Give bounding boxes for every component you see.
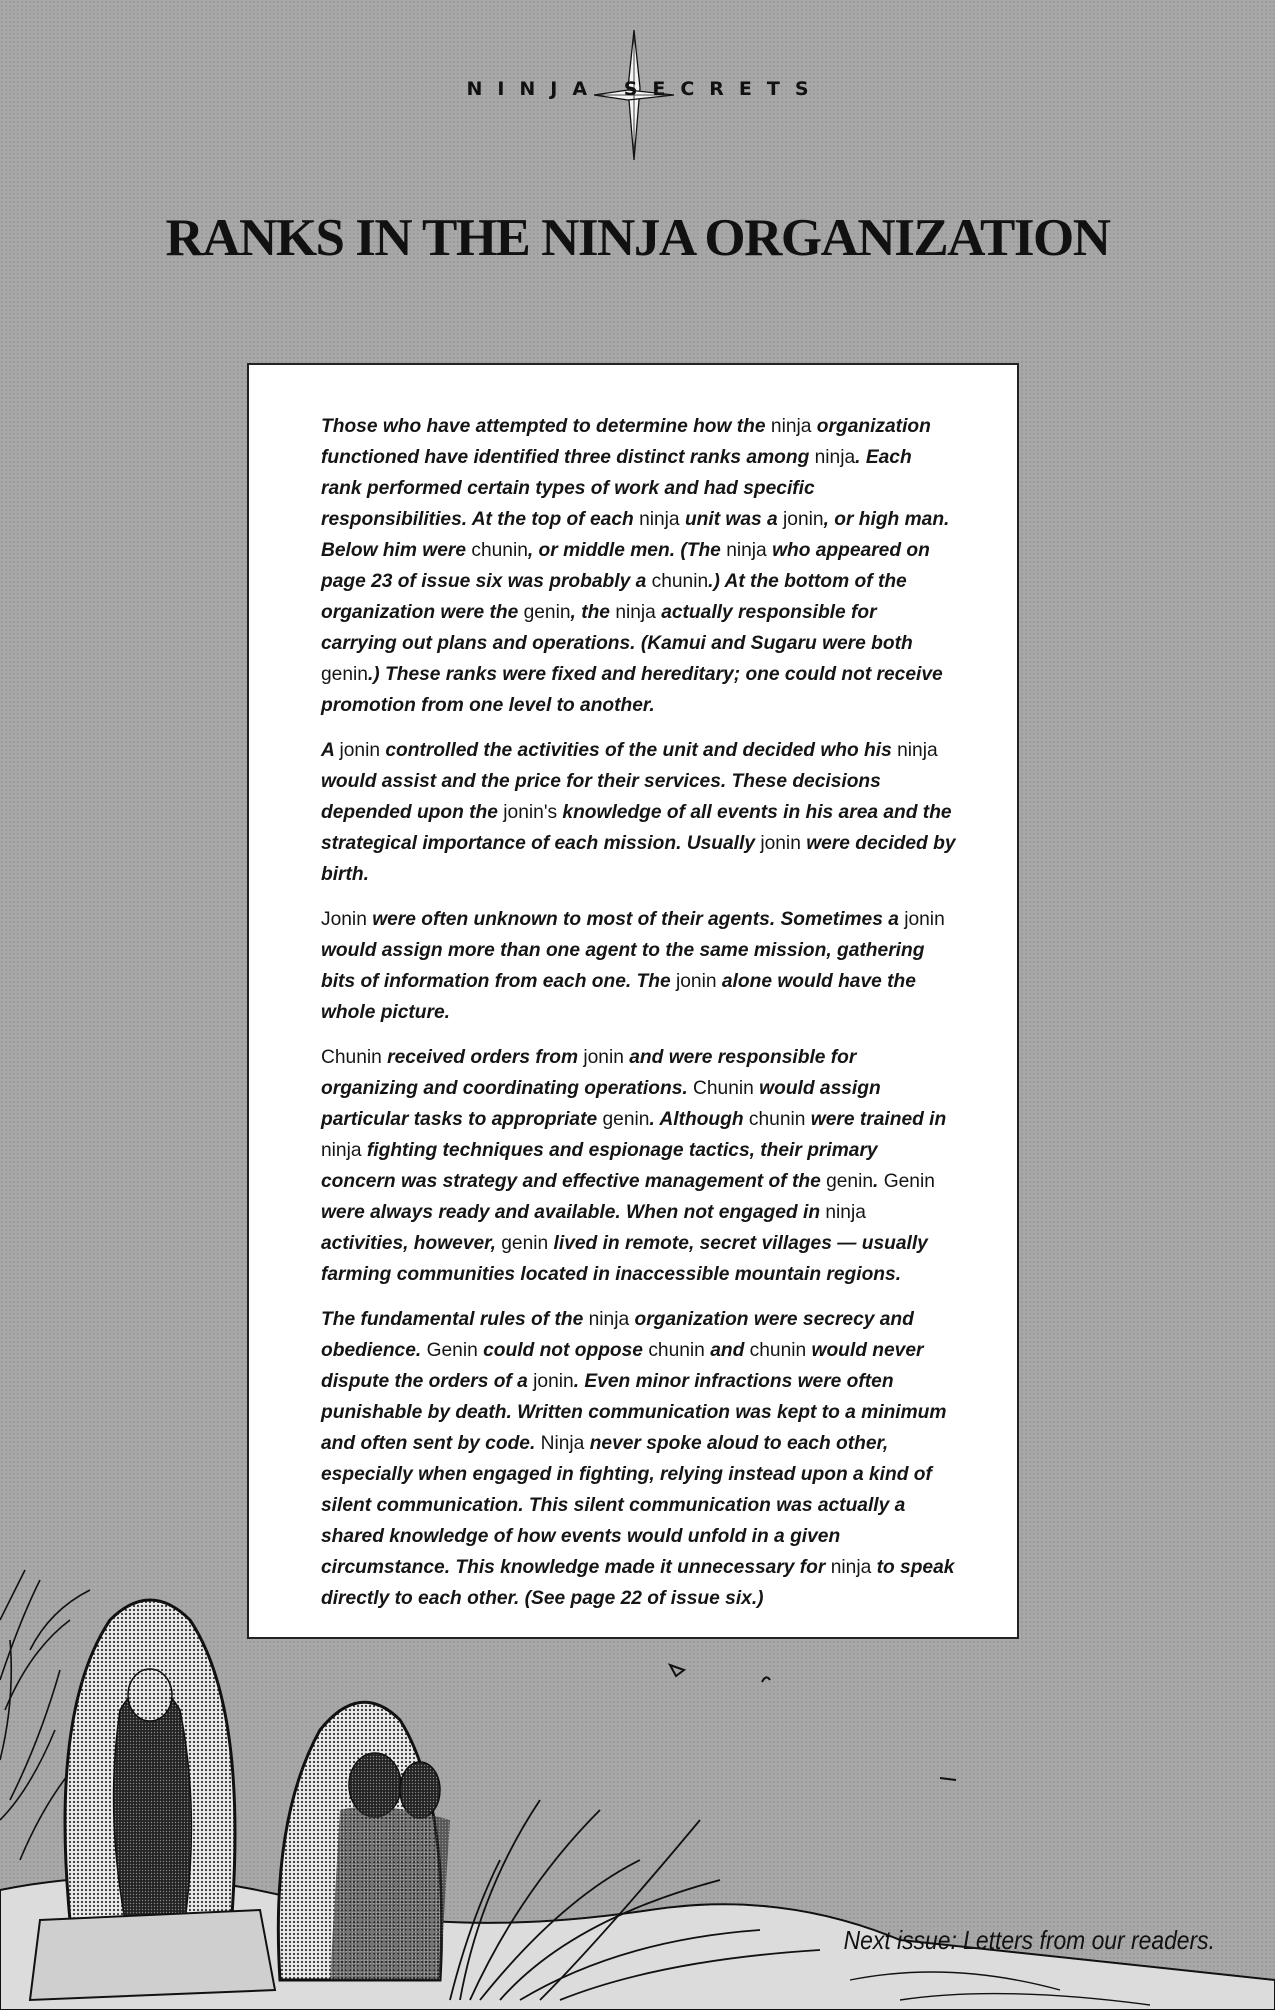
- body-text: knowledge of all events in his area and the strategical importance of each mission. Usually: [321, 802, 952, 854]
- body-text: and: [704, 1340, 750, 1361]
- term-text: genin: [523, 602, 571, 623]
- body-text: organization functioned have identified three distinct ranks among: [321, 416, 931, 468]
- term-text: jonin: [904, 909, 945, 930]
- term-text: chunin: [651, 571, 709, 592]
- body-text: were decided by birth.: [321, 833, 956, 885]
- body-text: could not oppose: [477, 1340, 649, 1361]
- body-text: would assist and the price for their services. These decisions depended upon the: [321, 771, 881, 823]
- term-text: Ninja: [540, 1433, 585, 1454]
- body-text: activities, however,: [321, 1233, 502, 1254]
- term-text: chunin: [749, 1340, 807, 1361]
- term-text: Chunin: [321, 1047, 382, 1068]
- term-text: ninja: [615, 602, 656, 623]
- body-text: alone would have the whole picture.: [321, 971, 916, 1023]
- body-text: were trained in: [805, 1109, 947, 1130]
- term-text: jonin's: [503, 802, 558, 823]
- body-text: would assign more than one agent to the same mission, gathering bits of information from each one. The: [321, 940, 925, 992]
- body-text: who appeared on page 23 of issue six was probably a: [321, 540, 930, 592]
- term-text: Jonin: [321, 909, 367, 930]
- term-text: jonin: [760, 833, 801, 854]
- body-text: fighting techniques and espionage tactics, their primary concern was strategy and effective management of the: [321, 1140, 878, 1192]
- body-text: lived in remote, secret villages — usually farming communities located in inaccessible mountain regions.: [321, 1233, 928, 1285]
- term-text: ninja: [830, 1557, 872, 1578]
- term-text: ninja: [726, 540, 767, 561]
- term-text: chunin: [648, 1340, 705, 1361]
- term-text: genin: [321, 664, 368, 685]
- term-text: ninja: [825, 1202, 866, 1223]
- article-paragraph: [321, 735, 957, 890]
- body-text: organization were secrecy and obedience.: [321, 1309, 914, 1361]
- body-text: , or high man. Below him were: [321, 509, 950, 561]
- body-text: .) These ranks were fixed and hereditary; one could not receive promotion from one level to another.: [321, 664, 943, 716]
- body-text: . Although: [649, 1109, 749, 1130]
- body-text: were always ready and available. When not engaged in: [321, 1202, 826, 1223]
- body-text: received orders from: [381, 1047, 584, 1068]
- body-text: . Each rank performed certain types of work and had specific responsibilities. At the top of each: [321, 447, 912, 530]
- term-text: jonin: [783, 509, 824, 530]
- term-text: ninja: [770, 416, 812, 437]
- term-text: jonin: [339, 740, 381, 761]
- article-paragraph: [321, 1042, 957, 1290]
- body-text: .) At the bottom of the organization were the: [321, 571, 907, 623]
- body-text: Those who have attempted to determine how the: [321, 416, 771, 437]
- body-text: and were responsible for organizing and coordinating operations.: [321, 1047, 857, 1099]
- term-text: ninja: [814, 447, 856, 468]
- series-header: [0, 78, 1275, 100]
- body-text: actually responsible for carrying out plans and operations. (Kamui and Sugaru were both: [321, 602, 913, 654]
- term-text: Genin: [426, 1340, 478, 1361]
- article-paragraph: [321, 411, 957, 721]
- term-text: ninja: [588, 1309, 630, 1330]
- body-text: . Even minor infractions were often punishable by death. Written communication was kept to a minimum and often sent by code.: [321, 1371, 947, 1454]
- body-text: controlled the activities of the unit and decided who his: [380, 740, 898, 761]
- term-text: jonin: [676, 971, 717, 992]
- body-text: .: [873, 1171, 884, 1192]
- term-text: jonin: [583, 1047, 624, 1068]
- term-text: Genin: [883, 1171, 935, 1192]
- body-text: would never dispute the orders of a: [321, 1340, 924, 1392]
- article-text-box: [247, 363, 1019, 1639]
- body-text: to speak directly to each other. (See page 22 of issue six.): [321, 1557, 955, 1609]
- body-text: The fundamental rules of the: [321, 1309, 589, 1330]
- page-title: RANKS IN THE NINJA ORGANIZATION: [165, 209, 1110, 267]
- term-text: genin: [602, 1109, 650, 1130]
- body-text: , the: [570, 602, 616, 623]
- body-text: were often unknown to most of their agents. Sometimes a: [366, 909, 905, 930]
- series-title: NINJA SECRETS: [466, 78, 824, 100]
- body-text: unit was a: [679, 509, 784, 530]
- body-text: never spoke aloud to each other, especially when engaged in fighting, relying instead upon a kind of silent communication. This silent communication was actually a shared knowledge of how events would unfold in a given circumstance. This knowledge made it unnecessary for: [321, 1433, 932, 1578]
- term-text: genin: [501, 1233, 549, 1254]
- term-text: chunin: [471, 540, 528, 561]
- next-issue-note: Next issue: Letters from our readers.: [843, 1925, 1215, 1955]
- term-text: ninja: [897, 740, 938, 761]
- body-text: , or middle men. (The: [527, 540, 727, 561]
- term-text: Chunin: [693, 1078, 754, 1099]
- term-text: ninja: [321, 1140, 362, 1161]
- article-paragraph: [321, 904, 957, 1028]
- body-text: A: [321, 740, 340, 761]
- term-text: ninja: [639, 509, 680, 530]
- term-text: chunin: [748, 1109, 806, 1130]
- term-text: jonin: [533, 1371, 574, 1392]
- term-text: genin: [826, 1171, 874, 1192]
- body-text: would assign particular tasks to appropriate: [321, 1078, 881, 1130]
